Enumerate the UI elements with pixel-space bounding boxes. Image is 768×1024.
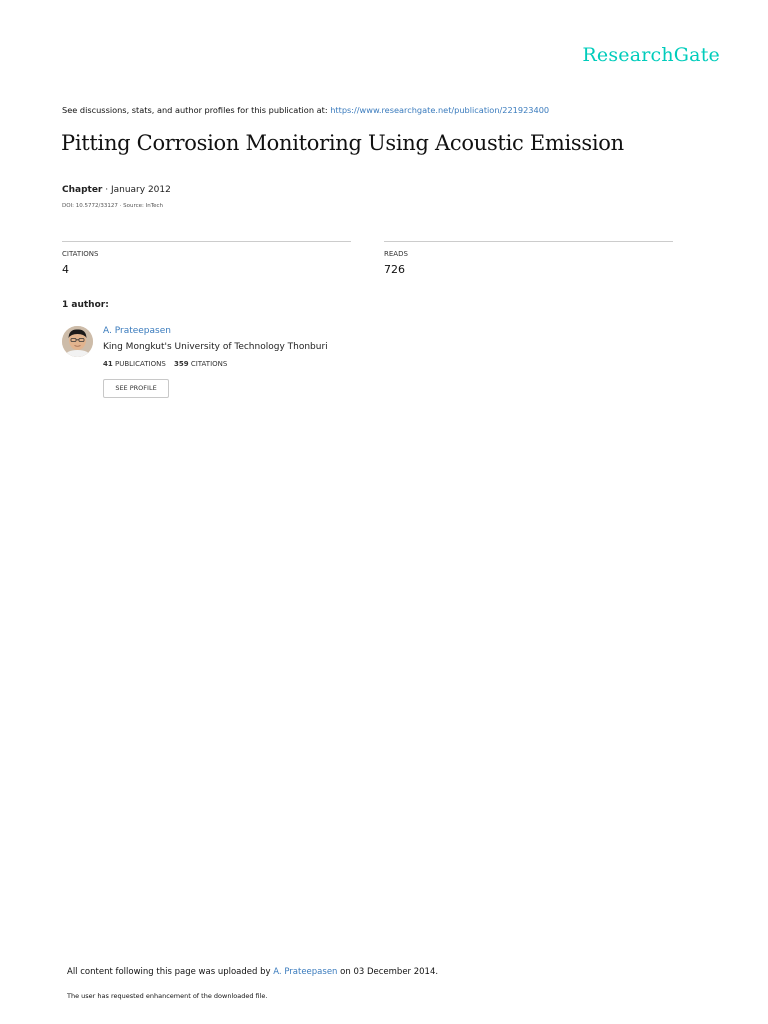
publication-type: Chapter xyxy=(62,185,103,195)
author-stats xyxy=(103,360,227,368)
publication-meta xyxy=(62,185,171,195)
author-citations-label: CITATIONS xyxy=(190,360,228,368)
researchgate-logo[interactable]: ResearchGate xyxy=(582,44,720,66)
see-profile-button[interactable]: SEE PROFILE xyxy=(103,379,169,398)
publication-date: · January 2012 xyxy=(102,185,171,195)
citations-value: 4 xyxy=(62,263,69,276)
doi-source: DOI: 10.5772/33127 · Source: InTech xyxy=(62,203,164,209)
uploader-link[interactable]: A. Prateepasen xyxy=(273,967,338,977)
reads-value: 726 xyxy=(384,263,405,276)
author-count: 1 author: xyxy=(62,300,109,310)
author-institution: King Mongkut's University of Technology Thonburi xyxy=(103,342,328,352)
author-name-link[interactable]: A. Prateepasen xyxy=(103,326,171,336)
author-publications-label: PUBLICATIONS xyxy=(114,360,166,368)
author-photo-icon xyxy=(62,326,93,357)
citations-stat xyxy=(62,241,351,276)
author-citations-count: 359 xyxy=(174,360,189,368)
see-discussions-text: See discussions, stats, and author profiles for this publication at: xyxy=(62,105,331,115)
author-publications-count: 41 xyxy=(103,360,113,368)
publication-link[interactable]: https://www.researchgate.net/publication/221923400 xyxy=(330,105,550,115)
see-discussions-line xyxy=(62,105,549,115)
avatar[interactable] xyxy=(62,326,93,357)
uploaded-notice xyxy=(67,967,438,977)
enhancement-notice: The user has requested enhancement of the downloaded file. xyxy=(67,992,268,1000)
publication-title: Pitting Corrosion Monitoring Using Acoustic Emission xyxy=(61,131,624,155)
uploaded-suffix: on 03 December 2014. xyxy=(337,967,439,977)
uploaded-prefix: All content following this page was uploaded by xyxy=(67,967,274,977)
reads-label: READS xyxy=(384,250,408,258)
citations-label: CITATIONS xyxy=(62,250,99,258)
reads-stat xyxy=(384,241,673,276)
